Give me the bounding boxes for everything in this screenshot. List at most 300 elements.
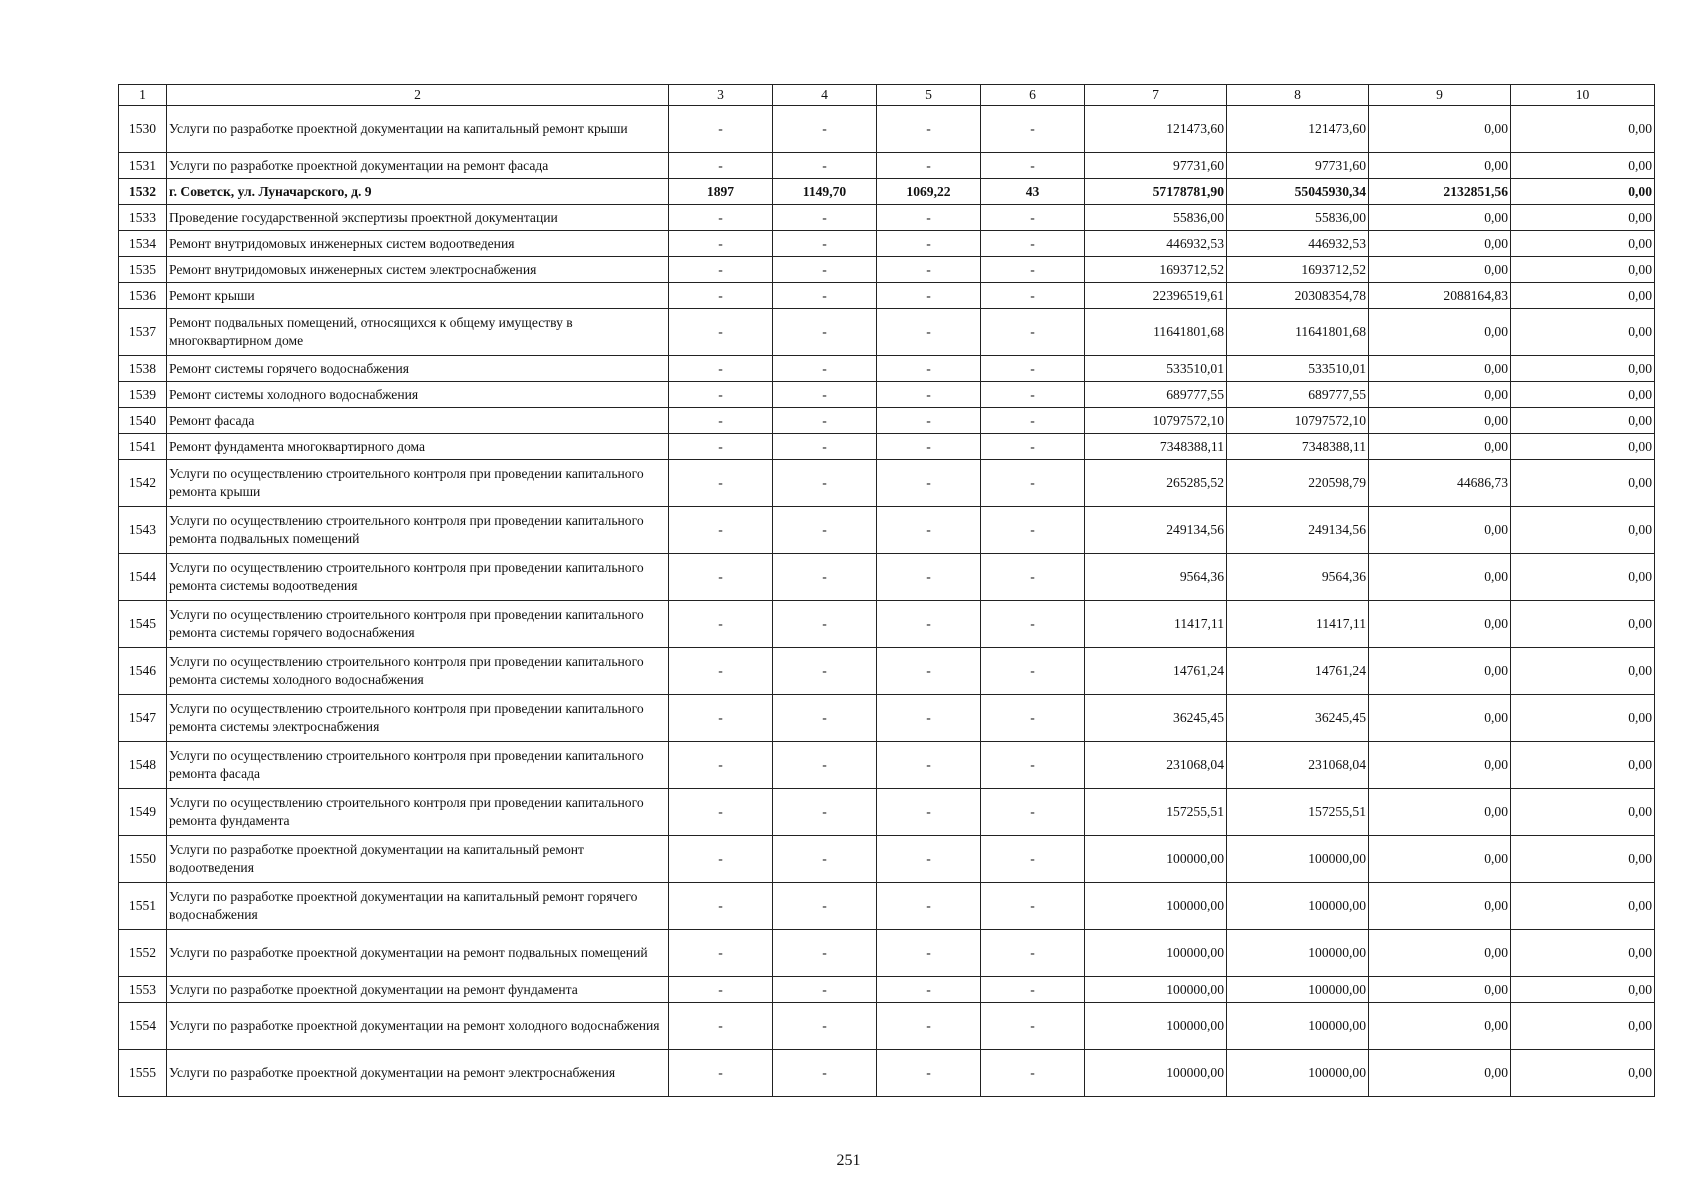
cell-col-9: 0,00 xyxy=(1369,742,1511,789)
cell-col-6: - xyxy=(981,205,1085,231)
cell-col-3: - xyxy=(669,507,773,554)
cell-col-6: - xyxy=(981,648,1085,695)
cell-col-3: 1897 xyxy=(669,179,773,205)
cell-col-8: 100000,00 xyxy=(1227,1050,1369,1097)
cell-col-10: 0,00 xyxy=(1511,231,1655,257)
table-row xyxy=(119,1003,1655,1050)
row-number-cell: 1552 xyxy=(119,930,167,977)
table-row xyxy=(119,382,1655,408)
cell-col-9: 0,00 xyxy=(1369,257,1511,283)
cell-col-3: - xyxy=(669,554,773,601)
table-row xyxy=(119,554,1655,601)
row-number-cell: 1548 xyxy=(119,742,167,789)
cell-col-3: - xyxy=(669,382,773,408)
cell-col-10: 0,00 xyxy=(1511,153,1655,179)
cell-col-6: 43 xyxy=(981,179,1085,205)
cell-col-3: - xyxy=(669,257,773,283)
cell-col-6: - xyxy=(981,789,1085,836)
column-header: 6 xyxy=(981,85,1085,106)
cell-col-8: 231068,04 xyxy=(1227,742,1369,789)
column-header: 9 xyxy=(1369,85,1511,106)
cell-col-10: 0,00 xyxy=(1511,257,1655,283)
cell-col-3: - xyxy=(669,1003,773,1050)
table-row xyxy=(119,205,1655,231)
cell-col-4: - xyxy=(773,695,877,742)
address-summary-row xyxy=(119,179,1655,205)
row-number-cell: 1541 xyxy=(119,434,167,460)
cell-col-4: - xyxy=(773,106,877,153)
cell-col-3: - xyxy=(669,695,773,742)
cell-col-5: - xyxy=(877,1003,981,1050)
cell-col-6: - xyxy=(981,356,1085,382)
cell-col-5: - xyxy=(877,408,981,434)
table-row xyxy=(119,507,1655,554)
cell-col-3: - xyxy=(669,742,773,789)
table-row xyxy=(119,789,1655,836)
table-row xyxy=(119,742,1655,789)
cell-col-6: - xyxy=(981,434,1085,460)
work-description-cell: г. Советск, ул. Луначарского, д. 9 xyxy=(167,179,669,205)
cell-col-8: 100000,00 xyxy=(1227,930,1369,977)
column-header: 5 xyxy=(877,85,981,106)
table-row xyxy=(119,106,1655,153)
cell-col-5: - xyxy=(877,460,981,507)
cell-col-5: - xyxy=(877,434,981,460)
cell-col-3: - xyxy=(669,283,773,309)
cell-col-4: - xyxy=(773,883,877,930)
table-row xyxy=(119,930,1655,977)
cell-col-7: 231068,04 xyxy=(1085,742,1227,789)
work-description-cell: Услуги по разработке проектной документации на капитальный ремонт крыши xyxy=(167,106,669,153)
work-description-cell: Услуги по разработке проектной документации на капитальный ремонт водоотведения xyxy=(167,836,669,883)
table-row xyxy=(119,309,1655,356)
cell-col-10: 0,00 xyxy=(1511,1050,1655,1097)
cell-col-8: 1693712,52 xyxy=(1227,257,1369,283)
cell-col-4: - xyxy=(773,1003,877,1050)
cell-col-8: 446932,53 xyxy=(1227,231,1369,257)
cell-col-3: - xyxy=(669,106,773,153)
cell-col-6: - xyxy=(981,883,1085,930)
cell-col-10: 0,00 xyxy=(1511,507,1655,554)
cell-col-4: - xyxy=(773,153,877,179)
cell-col-10: 0,00 xyxy=(1511,789,1655,836)
row-number-cell: 1550 xyxy=(119,836,167,883)
cell-col-8: 100000,00 xyxy=(1227,977,1369,1003)
cell-col-5: - xyxy=(877,601,981,648)
row-number-cell: 1534 xyxy=(119,231,167,257)
cell-col-5: - xyxy=(877,231,981,257)
cell-col-9: 0,00 xyxy=(1369,836,1511,883)
work-description-cell: Услуги по осуществлению строительного контроля при проведении капитального ремонта системы электроснабжения xyxy=(167,695,669,742)
cell-col-4: - xyxy=(773,648,877,695)
table-row xyxy=(119,460,1655,507)
cell-col-4: - xyxy=(773,742,877,789)
table-row xyxy=(119,434,1655,460)
row-number-cell: 1547 xyxy=(119,695,167,742)
cell-col-10: 0,00 xyxy=(1511,977,1655,1003)
row-number-cell: 1540 xyxy=(119,408,167,434)
cell-col-3: - xyxy=(669,356,773,382)
cell-col-8: 7348388,11 xyxy=(1227,434,1369,460)
cell-col-10: 0,00 xyxy=(1511,179,1655,205)
cell-col-9: 0,00 xyxy=(1369,205,1511,231)
cell-col-4: - xyxy=(773,257,877,283)
cell-col-7: 533510,01 xyxy=(1085,356,1227,382)
cell-col-9: 0,00 xyxy=(1369,106,1511,153)
work-description-cell: Услуги по осуществлению строительного контроля при проведении капитального ремонта подвальных помещений xyxy=(167,507,669,554)
cell-col-7: 265285,52 xyxy=(1085,460,1227,507)
cell-col-5: 1069,22 xyxy=(877,179,981,205)
cell-col-10: 0,00 xyxy=(1511,554,1655,601)
cell-col-6: - xyxy=(981,742,1085,789)
work-description-cell: Ремонт системы горячего водоснабжения xyxy=(167,356,669,382)
cell-col-6: - xyxy=(981,695,1085,742)
cell-col-9: 0,00 xyxy=(1369,153,1511,179)
cell-col-4: - xyxy=(773,434,877,460)
cell-col-10: 0,00 xyxy=(1511,106,1655,153)
cell-col-8: 14761,24 xyxy=(1227,648,1369,695)
cell-col-4: - xyxy=(773,789,877,836)
report-table xyxy=(118,84,1655,1097)
column-header: 2 xyxy=(167,85,669,106)
cell-col-9: 0,00 xyxy=(1369,601,1511,648)
cell-col-9: 0,00 xyxy=(1369,977,1511,1003)
cell-col-7: 14761,24 xyxy=(1085,648,1227,695)
cell-col-8: 55045930,34 xyxy=(1227,179,1369,205)
table-row xyxy=(119,977,1655,1003)
cell-col-6: - xyxy=(981,930,1085,977)
table-row xyxy=(119,648,1655,695)
cell-col-9: 0,00 xyxy=(1369,434,1511,460)
cell-col-6: - xyxy=(981,460,1085,507)
cell-col-3: - xyxy=(669,883,773,930)
cell-col-5: - xyxy=(877,648,981,695)
cell-col-6: - xyxy=(981,1050,1085,1097)
column-header: 4 xyxy=(773,85,877,106)
cell-col-10: 0,00 xyxy=(1511,283,1655,309)
cell-col-9: 0,00 xyxy=(1369,789,1511,836)
table-row xyxy=(119,695,1655,742)
cell-col-10: 0,00 xyxy=(1511,382,1655,408)
table-row xyxy=(119,153,1655,179)
work-description-cell: Ремонт подвальных помещений, относящихся к общему имуществу в многоквартирном доме xyxy=(167,309,669,356)
table-row xyxy=(119,601,1655,648)
column-header: 1 xyxy=(119,85,167,106)
work-description-cell: Ремонт фундамента многоквартирного дома xyxy=(167,434,669,460)
cell-col-9: 0,00 xyxy=(1369,695,1511,742)
cell-col-8: 55836,00 xyxy=(1227,205,1369,231)
cell-col-3: - xyxy=(669,789,773,836)
table-row xyxy=(119,883,1655,930)
row-number-cell: 1551 xyxy=(119,883,167,930)
cell-col-7: 11641801,68 xyxy=(1085,309,1227,356)
cell-col-4: - xyxy=(773,1050,877,1097)
cell-col-9: 0,00 xyxy=(1369,382,1511,408)
cell-col-6: - xyxy=(981,507,1085,554)
cell-col-9: 0,00 xyxy=(1369,883,1511,930)
cell-col-5: - xyxy=(877,106,981,153)
cell-col-7: 689777,55 xyxy=(1085,382,1227,408)
row-number-cell: 1544 xyxy=(119,554,167,601)
work-description-cell: Услуги по разработке проектной документации на ремонт электроснабжения xyxy=(167,1050,669,1097)
cell-col-6: - xyxy=(981,382,1085,408)
row-number-cell: 1555 xyxy=(119,1050,167,1097)
cell-col-7: 100000,00 xyxy=(1085,1003,1227,1050)
cell-col-9: 0,00 xyxy=(1369,648,1511,695)
work-description-cell: Ремонт фасада xyxy=(167,408,669,434)
cell-col-4: - xyxy=(773,601,877,648)
cell-col-3: - xyxy=(669,977,773,1003)
cell-col-8: 11417,11 xyxy=(1227,601,1369,648)
cell-col-3: - xyxy=(669,153,773,179)
cell-col-5: - xyxy=(877,695,981,742)
cell-col-4: - xyxy=(773,283,877,309)
cell-col-7: 9564,36 xyxy=(1085,554,1227,601)
column-header: 8 xyxy=(1227,85,1369,106)
cell-col-8: 533510,01 xyxy=(1227,356,1369,382)
cell-col-8: 121473,60 xyxy=(1227,106,1369,153)
cell-col-8: 100000,00 xyxy=(1227,836,1369,883)
page-number: 251 xyxy=(836,1152,861,1169)
row-number-cell: 1553 xyxy=(119,977,167,1003)
table-body xyxy=(119,106,1655,1097)
cell-col-7: 100000,00 xyxy=(1085,836,1227,883)
cell-col-7: 100000,00 xyxy=(1085,930,1227,977)
cell-col-7: 11417,11 xyxy=(1085,601,1227,648)
cell-col-9: 0,00 xyxy=(1369,554,1511,601)
work-description-cell: Услуги по осуществлению строительного контроля при проведении капитального ремонта системы холодного водоснабжения xyxy=(167,648,669,695)
cell-col-10: 0,00 xyxy=(1511,408,1655,434)
cell-col-4: - xyxy=(773,382,877,408)
cell-col-3: - xyxy=(669,601,773,648)
cell-col-8: 20308354,78 xyxy=(1227,283,1369,309)
cell-col-8: 157255,51 xyxy=(1227,789,1369,836)
work-description-cell: Услуги по разработке проектной документации на ремонт фасада xyxy=(167,153,669,179)
cell-col-7: 121473,60 xyxy=(1085,106,1227,153)
cell-col-5: - xyxy=(877,309,981,356)
cell-col-6: - xyxy=(981,283,1085,309)
cell-col-10: 0,00 xyxy=(1511,460,1655,507)
row-number-cell: 1530 xyxy=(119,106,167,153)
cell-col-5: - xyxy=(877,742,981,789)
cell-col-8: 220598,79 xyxy=(1227,460,1369,507)
cell-col-4: - xyxy=(773,507,877,554)
cell-col-9: 0,00 xyxy=(1369,507,1511,554)
cell-col-5: - xyxy=(877,257,981,283)
row-number-cell: 1545 xyxy=(119,601,167,648)
cell-col-6: - xyxy=(981,554,1085,601)
column-header: 7 xyxy=(1085,85,1227,106)
cell-col-9: 0,00 xyxy=(1369,356,1511,382)
row-number-cell: 1538 xyxy=(119,356,167,382)
cell-col-10: 0,00 xyxy=(1511,205,1655,231)
row-number-cell: 1536 xyxy=(119,283,167,309)
cell-col-7: 100000,00 xyxy=(1085,1050,1227,1097)
cell-col-4: - xyxy=(773,836,877,883)
cell-col-3: - xyxy=(669,836,773,883)
row-number-cell: 1531 xyxy=(119,153,167,179)
cell-col-7: 10797572,10 xyxy=(1085,408,1227,434)
row-number-cell: 1533 xyxy=(119,205,167,231)
cell-col-3: - xyxy=(669,930,773,977)
work-description-cell: Услуги по разработке проектной документации на ремонт холодного водоснабжения xyxy=(167,1003,669,1050)
cell-col-5: - xyxy=(877,836,981,883)
cell-col-9: 0,00 xyxy=(1369,1050,1511,1097)
table-row xyxy=(119,283,1655,309)
cell-col-4: - xyxy=(773,554,877,601)
row-number-cell: 1535 xyxy=(119,257,167,283)
work-description-cell: Ремонт внутридомовых инженерных систем водоотведения xyxy=(167,231,669,257)
row-number-cell: 1549 xyxy=(119,789,167,836)
cell-col-4: - xyxy=(773,930,877,977)
cell-col-4: - xyxy=(773,977,877,1003)
work-description-cell: Услуги по осуществлению строительного контроля при проведении капитального ремонта системы водоотведения xyxy=(167,554,669,601)
cell-col-3: - xyxy=(669,408,773,434)
cell-col-9: 0,00 xyxy=(1369,231,1511,257)
cell-col-10: 0,00 xyxy=(1511,356,1655,382)
cell-col-8: 249134,56 xyxy=(1227,507,1369,554)
cell-col-7: 7348388,11 xyxy=(1085,434,1227,460)
work-description-cell: Услуги по осуществлению строительного контроля при проведении капитального ремонта фасада xyxy=(167,742,669,789)
cell-col-3: - xyxy=(669,205,773,231)
cell-col-3: - xyxy=(669,309,773,356)
work-description-cell: Ремонт внутридомовых инженерных систем электроснабжения xyxy=(167,257,669,283)
cell-col-8: 97731,60 xyxy=(1227,153,1369,179)
cell-col-8: 9564,36 xyxy=(1227,554,1369,601)
table-row xyxy=(119,408,1655,434)
work-description-cell: Услуги по осуществлению строительного контроля при проведении капитального ремонта системы горячего водоснабжения xyxy=(167,601,669,648)
table-row xyxy=(119,1050,1655,1097)
cell-col-4: - xyxy=(773,309,877,356)
cell-col-9: 44686,73 xyxy=(1369,460,1511,507)
cell-col-5: - xyxy=(877,883,981,930)
cell-col-7: 1693712,52 xyxy=(1085,257,1227,283)
cell-col-5: - xyxy=(877,153,981,179)
cell-col-7: 57178781,90 xyxy=(1085,179,1227,205)
cell-col-7: 446932,53 xyxy=(1085,231,1227,257)
cell-col-7: 36245,45 xyxy=(1085,695,1227,742)
cell-col-5: - xyxy=(877,205,981,231)
cell-col-10: 0,00 xyxy=(1511,742,1655,789)
cell-col-6: - xyxy=(981,408,1085,434)
cell-col-9: 0,00 xyxy=(1369,1003,1511,1050)
cell-col-9: 0,00 xyxy=(1369,408,1511,434)
cell-col-5: - xyxy=(877,356,981,382)
cell-col-7: 55836,00 xyxy=(1085,205,1227,231)
cell-col-3: - xyxy=(669,460,773,507)
cell-col-6: - xyxy=(981,106,1085,153)
cell-col-8: 10797572,10 xyxy=(1227,408,1369,434)
work-description-cell: Услуги по осуществлению строительного контроля при проведении капитального ремонта крыши xyxy=(167,460,669,507)
cell-col-6: - xyxy=(981,977,1085,1003)
column-number-header-row xyxy=(119,85,1655,106)
work-description-cell: Проведение государственной экспертизы проектной документации xyxy=(167,205,669,231)
cell-col-9: 0,00 xyxy=(1369,309,1511,356)
cell-col-10: 0,00 xyxy=(1511,434,1655,460)
column-header: 10 xyxy=(1511,85,1655,106)
table-row xyxy=(119,836,1655,883)
cell-col-6: - xyxy=(981,836,1085,883)
cell-col-6: - xyxy=(981,601,1085,648)
cell-col-3: - xyxy=(669,434,773,460)
cell-col-4: - xyxy=(773,460,877,507)
report-table-container xyxy=(118,84,1654,1097)
cell-col-4: - xyxy=(773,408,877,434)
row-number-cell: 1546 xyxy=(119,648,167,695)
cell-col-10: 0,00 xyxy=(1511,648,1655,695)
work-description-cell: Услуги по разработке проектной документации на капитальный ремонт горячего водоснабжения xyxy=(167,883,669,930)
row-number-cell: 1539 xyxy=(119,382,167,408)
cell-col-10: 0,00 xyxy=(1511,930,1655,977)
cell-col-10: 0,00 xyxy=(1511,1003,1655,1050)
cell-col-6: - xyxy=(981,257,1085,283)
cell-col-6: - xyxy=(981,1003,1085,1050)
cell-col-7: 22396519,61 xyxy=(1085,283,1227,309)
work-description-cell: Ремонт крыши xyxy=(167,283,669,309)
cell-col-3: - xyxy=(669,1050,773,1097)
cell-col-8: 100000,00 xyxy=(1227,883,1369,930)
cell-col-6: - xyxy=(981,309,1085,356)
row-number-cell: 1532 xyxy=(119,179,167,205)
cell-col-10: 0,00 xyxy=(1511,883,1655,930)
work-description-cell: Услуги по разработке проектной документации на ремонт подвальных помещений xyxy=(167,930,669,977)
cell-col-5: - xyxy=(877,507,981,554)
work-description-cell: Услуги по осуществлению строительного контроля при проведении капитального ремонта фундамента xyxy=(167,789,669,836)
cell-col-6: - xyxy=(981,231,1085,257)
cell-col-4: - xyxy=(773,356,877,382)
cell-col-5: - xyxy=(877,930,981,977)
cell-col-7: 97731,60 xyxy=(1085,153,1227,179)
row-number-cell: 1543 xyxy=(119,507,167,554)
row-number-cell: 1537 xyxy=(119,309,167,356)
cell-col-4: - xyxy=(773,205,877,231)
table-row xyxy=(119,356,1655,382)
cell-col-5: - xyxy=(877,554,981,601)
cell-col-10: 0,00 xyxy=(1511,695,1655,742)
cell-col-5: - xyxy=(877,283,981,309)
cell-col-5: - xyxy=(877,382,981,408)
cell-col-3: - xyxy=(669,648,773,695)
cell-col-4: - xyxy=(773,231,877,257)
cell-col-7: 100000,00 xyxy=(1085,883,1227,930)
cell-col-8: 689777,55 xyxy=(1227,382,1369,408)
row-number-cell: 1542 xyxy=(119,460,167,507)
cell-col-8: 11641801,68 xyxy=(1227,309,1369,356)
cell-col-9: 2132851,56 xyxy=(1369,179,1511,205)
cell-col-10: 0,00 xyxy=(1511,601,1655,648)
cell-col-10: 0,00 xyxy=(1511,836,1655,883)
cell-col-5: - xyxy=(877,977,981,1003)
cell-col-9: 0,00 xyxy=(1369,930,1511,977)
table-row xyxy=(119,257,1655,283)
row-number-cell: 1554 xyxy=(119,1003,167,1050)
work-description-cell: Услуги по разработке проектной документации на ремонт фундамента xyxy=(167,977,669,1003)
cell-col-7: 100000,00 xyxy=(1085,977,1227,1003)
cell-col-9: 2088164,83 xyxy=(1369,283,1511,309)
work-description-cell: Ремонт системы холодного водоснабжения xyxy=(167,382,669,408)
cell-col-8: 100000,00 xyxy=(1227,1003,1369,1050)
cell-col-7: 249134,56 xyxy=(1085,507,1227,554)
cell-col-5: - xyxy=(877,1050,981,1097)
cell-col-10: 0,00 xyxy=(1511,309,1655,356)
cell-col-7: 157255,51 xyxy=(1085,789,1227,836)
cell-col-4: 1149,70 xyxy=(773,179,877,205)
column-header: 3 xyxy=(669,85,773,106)
cell-col-6: - xyxy=(981,153,1085,179)
cell-col-3: - xyxy=(669,231,773,257)
cell-col-5: - xyxy=(877,789,981,836)
table-row xyxy=(119,231,1655,257)
